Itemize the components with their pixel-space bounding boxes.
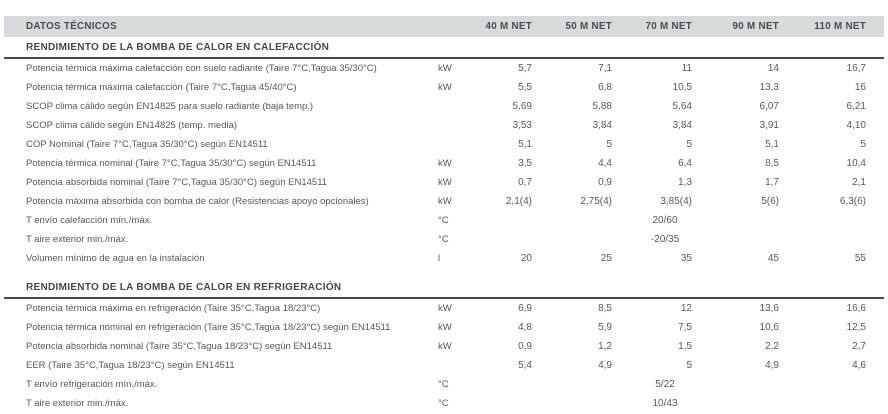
row-label: T envío calefacción mín./máx. xyxy=(26,215,153,226)
value-cell: 5,64 xyxy=(672,101,692,112)
column-header-110m: 110 M NET xyxy=(785,16,872,37)
value-cell: 5,1 xyxy=(518,139,532,150)
value-cell: 10,4 xyxy=(846,158,866,169)
row-unit xyxy=(418,356,464,375)
section-gap xyxy=(4,268,884,277)
table-row xyxy=(4,116,884,135)
row-label: SCOP clima cálido según EN14825 (temp. media) xyxy=(26,120,238,131)
value-cell: 16,6 xyxy=(846,303,866,314)
value-cell: 1,3 xyxy=(678,177,692,188)
table-row xyxy=(4,298,884,318)
row-label: T envío refrigeración mín./máx. xyxy=(26,379,158,390)
row-label: COP Nominal (Taire 7°C,Tagua 35/30°C) según EN14511 xyxy=(26,139,268,150)
value-cell: 4,4 xyxy=(598,158,612,169)
table-title: DATOS TÉCNICOS xyxy=(4,16,418,37)
value-cell: 3,91 xyxy=(759,120,779,131)
value-cell: 12 xyxy=(680,303,692,314)
spacer xyxy=(872,337,884,356)
column-header-70m: 70 M NET xyxy=(618,16,698,37)
row-unit: °C xyxy=(438,398,449,409)
table-row xyxy=(4,78,884,97)
value-cell: 5 xyxy=(686,139,692,150)
row-unit: l xyxy=(438,253,441,264)
column-header-50m: 50 M NET xyxy=(538,16,618,37)
value-cell: 1,5 xyxy=(678,341,692,352)
spacer xyxy=(872,116,884,135)
value-cell: 3,84 xyxy=(592,120,612,131)
row-unit: kW xyxy=(438,196,452,207)
table-row xyxy=(4,192,884,211)
value-cell: 12,5 xyxy=(846,322,866,333)
value-cell: 13,6 xyxy=(759,303,779,314)
spacer xyxy=(872,78,884,97)
value-cell: 6,8 xyxy=(598,82,612,93)
table-row xyxy=(4,230,884,249)
table-row xyxy=(4,97,884,116)
row-unit: kW xyxy=(438,63,452,74)
row-label: SCOP clima cálido según EN14825 para suelo radiante (baja temp.) xyxy=(26,101,314,112)
row-unit: kW xyxy=(438,303,452,314)
spacer xyxy=(872,211,884,230)
value-cell: 2,1 xyxy=(852,177,866,188)
value-cell-span: 10/43 xyxy=(652,398,678,409)
row-label: Potencia térmica máxima en refrigeración (Taire 35°C,Tagua 18/23°C) xyxy=(26,303,321,314)
value-cell: 2,75(4) xyxy=(580,196,612,207)
row-label: Potencia térmica máxima calefacción con suelo radiante (Taire 7°C,Tagua 35/30°C) xyxy=(26,63,377,74)
table-header-row xyxy=(4,16,884,37)
unit-column-header xyxy=(418,16,464,37)
row-unit: kW xyxy=(438,158,452,169)
row-label: Potencia absorbida nominal (Taire 7°C,Tagua 35/30°C) según EN14511 xyxy=(26,177,328,188)
spacer xyxy=(872,249,884,268)
value-cell: 1,2 xyxy=(598,341,612,352)
row-label: Potencia térmica máxima calefacción (Taire 7°C,Tagua 45/40°C) xyxy=(26,82,297,93)
technical-data-table xyxy=(4,16,884,413)
value-cell: 5 xyxy=(606,139,612,150)
table-row xyxy=(4,249,884,268)
value-cell: 16,7 xyxy=(846,63,866,74)
table-row xyxy=(4,135,884,154)
spacer xyxy=(872,375,884,394)
value-cell: 6,3(6) xyxy=(839,196,866,207)
value-cell-span: -20/35 xyxy=(650,234,680,245)
value-cell: 11 xyxy=(681,63,692,74)
value-cell: 1,7 xyxy=(765,177,779,188)
row-label: Potencia máxima absorbida con bomba de calor (Resistencias apoyo opcionales) xyxy=(26,196,369,207)
table-row xyxy=(4,154,884,173)
table-row xyxy=(4,58,884,78)
value-cell: 4,10 xyxy=(846,120,866,131)
value-cell: 5 xyxy=(686,360,692,371)
row-label: Potencia térmica nominal (Taire 7°C,Tagua 35/30°C) según EN14511 xyxy=(26,158,317,169)
value-cell: 5,69 xyxy=(512,101,532,112)
row-unit: kW xyxy=(438,322,452,333)
section-header-cooling xyxy=(4,277,884,298)
value-cell: 3,85(4) xyxy=(660,196,692,207)
value-cell: 5(6) xyxy=(761,196,779,207)
row-unit: kW xyxy=(438,82,452,93)
spacer xyxy=(872,173,884,192)
value-cell: 14 xyxy=(767,63,779,74)
row-label: T aire exterior min./máx. xyxy=(26,398,129,409)
value-cell: 5,4 xyxy=(518,360,532,371)
value-cell: 3,5 xyxy=(518,158,532,169)
value-cell: 6,9 xyxy=(518,303,532,314)
value-cell: 2,7 xyxy=(852,341,866,352)
value-cell: 5,88 xyxy=(592,101,612,112)
spacer xyxy=(872,394,884,413)
row-unit xyxy=(418,135,464,154)
value-cell: 5,9 xyxy=(598,322,612,333)
value-cell: 13,3 xyxy=(759,82,779,93)
spacer xyxy=(872,135,884,154)
value-cell: 10,6 xyxy=(759,322,779,333)
row-unit: kW xyxy=(438,177,452,188)
value-cell: 6,4 xyxy=(678,158,692,169)
table-row xyxy=(4,318,884,337)
value-cell: 2,1(4) xyxy=(505,196,532,207)
value-cell: 6,07 xyxy=(759,101,779,112)
row-label: T aire exterior min./máx. xyxy=(26,234,129,245)
table-row xyxy=(4,394,884,413)
spacer xyxy=(872,192,884,211)
spacer xyxy=(872,298,884,318)
value-cell: 0,9 xyxy=(598,177,612,188)
value-cell-span: 20/60 xyxy=(652,215,678,226)
spacer xyxy=(872,318,884,337)
value-cell: 4,9 xyxy=(598,360,612,371)
row-unit xyxy=(418,97,464,116)
row-label: Potencia térmica nominal en refrigeración (Taire 35°C,Tagua 18/23°C) según EN14511 xyxy=(26,322,391,333)
spacer xyxy=(872,16,884,37)
value-cell: 0,9 xyxy=(518,341,532,352)
section-title: RENDIMIENTO DE LA BOMBA DE CALOR EN REFRIGERACIÓN xyxy=(4,277,884,298)
spacer xyxy=(872,58,884,78)
spacer xyxy=(872,356,884,375)
value-cell: 3,84 xyxy=(672,120,692,131)
spacer xyxy=(872,154,884,173)
value-cell: 4,9 xyxy=(765,360,779,371)
value-cell: 20 xyxy=(520,253,532,264)
value-cell: 8,5 xyxy=(765,158,779,169)
row-unit: °C xyxy=(438,234,449,245)
value-cell: 8,5 xyxy=(598,303,612,314)
value-cell: 7,5 xyxy=(678,322,692,333)
column-header-40m: 40 M NET xyxy=(464,16,538,37)
value-cell: 45 xyxy=(767,253,779,264)
value-cell: 4,6 xyxy=(852,360,866,371)
table-row xyxy=(4,356,884,375)
table-row xyxy=(4,375,884,394)
value-cell: 16 xyxy=(854,82,866,93)
value-cell: 5 xyxy=(860,139,866,150)
row-label: Potencia absorbida nominal (Taire 35°C,Tagua 18/23°C) según EN14511 xyxy=(26,341,333,352)
row-unit: kW xyxy=(438,341,452,352)
table-row xyxy=(4,337,884,356)
value-cell: 0,7 xyxy=(518,177,532,188)
value-cell: 35 xyxy=(680,253,692,264)
value-cell: 5,7 xyxy=(518,63,532,74)
value-cell: 55 xyxy=(854,253,866,264)
section-title: RENDIMIENTO DE LA BOMBA DE CALOR EN CALEFACCIÓN xyxy=(4,37,884,58)
value-cell: 5,1 xyxy=(765,139,779,150)
section-header-heating xyxy=(4,37,884,58)
value-cell-span: 5/22 xyxy=(655,379,675,390)
value-cell: 7,1 xyxy=(598,63,612,74)
row-unit xyxy=(418,116,464,135)
value-cell: 6,21 xyxy=(846,101,866,112)
value-cell: 25 xyxy=(600,253,612,264)
column-header-90m: 90 M NET xyxy=(698,16,785,37)
spacer xyxy=(872,230,884,249)
row-label: EER (Taire 35°C,Tagua 18/23°C) según EN14511 xyxy=(26,360,235,371)
row-label: Volumen mínimo de agua en la instalación xyxy=(26,253,205,264)
row-unit: °C xyxy=(438,215,449,226)
value-cell: 4,8 xyxy=(518,322,532,333)
table-row xyxy=(4,173,884,192)
row-unit: °C xyxy=(438,379,449,390)
value-cell: 5,5 xyxy=(518,82,532,93)
value-cell: 10,5 xyxy=(672,82,692,93)
value-cell: 3,53 xyxy=(512,120,532,131)
spacer xyxy=(872,97,884,116)
table-row xyxy=(4,211,884,230)
value-cell: 2,2 xyxy=(765,341,779,352)
